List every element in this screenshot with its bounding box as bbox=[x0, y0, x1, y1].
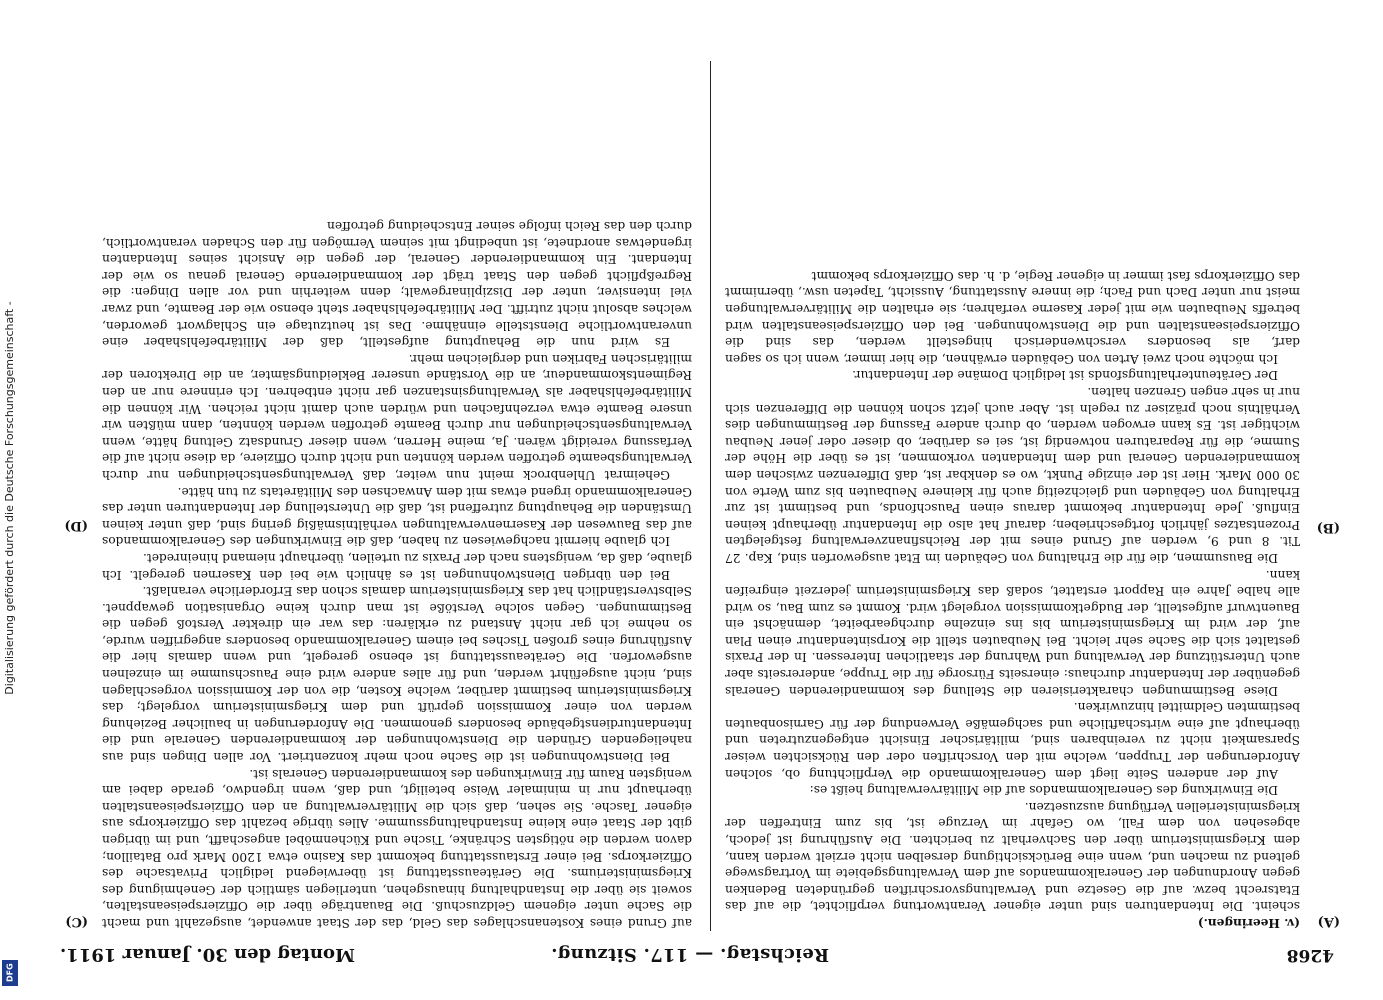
running-title: Reichstag. — 117. Sitzung. bbox=[550, 944, 830, 965]
paragraph: Geheimrat Uhlenbrock meint nun weiter, daß Verwaltungsentscheidungen nur durch Verwaltungsbeamte getroffen werden könnten und nicht durch Offiziere, da diese nicht auf die Verfassung vereidigt wären. Ja, meine Herren, wenn dieser Grundsatz Geltung hätte, wenn Verwaltungsentscheidungen nur durch Beamte getroffen werden könnten, dann müßten wir unsere Beamte etwa verzehnfachen und würden auch damit nicht reichen. Wir können die Militärbefehlshaber als Verwaltungsinstanzen gar nicht entbehren. Ich erinnere nur an den Regimentskommandeur, an die Vorstände unserer Bekleidungsämter, an die Direktoren der militärischen Fabriken und dergleichen mehr. bbox=[102, 351, 692, 482]
paragraph: Der Geräteunterhaltungsfonds ist lediglich Domäne der Intendantur. bbox=[852, 368, 1278, 383]
paragraph: scheint. Die Intendanturen sind unter eigener Verantwortung verpflichtet, die auf das Etatsrecht bezw. auf die Gesetze und Verwaltungsvorschriften gegründeten Bedenken gegen Anordnungen der Generalkommandos auf dem Verwaltungsgebiete im Vortragswege geltend zu machen und, wenn eine Berücksichtigung derselben nicht erzielt werden kann, dem Kriegsministerium über den Sachverhalt zu berichten. Die Ausführung ist jedoch, abgesehen von dem Fall, wo Gefahr im Verzuge ist, bis zum Eintreffen der kriegsministeriellen Verfügung auszusetzen. bbox=[725, 799, 1300, 914]
dfg-watermark: Digitalisierung gefördert durch die Deutsche Forschungsgemeinschaft - bbox=[3, 301, 16, 695]
column-divider bbox=[710, 61, 711, 931]
paragraph: Die Einwirkung des Generalkommandos auf die Militärverwaltung heißt es: bbox=[809, 783, 1278, 798]
speaker-label: (v. Heeringen.) bbox=[1197, 916, 1300, 930]
paragraph: Ich möchte noch zwei Arten von Gebäuden erwähnen, die hier immer, wenn ich so sagen darf, als besonders verschwenderisch hingestellt werden, das sind die Offizierspeiseanstalten und die Dienstwohnungen. Bei den Offizierspeiseanstalten wird betreffs Neubauten wie mit jeder Kaserne verfahren; sie erhalten die Militärverwaltungen meist nur unter Dach und Fach; die innere Ausstattung, Aussicht, Tapeten usw., übernimmt das Offizierkorps fast immer in eigener Regie, d. h. das Offizierkorps bekommt bbox=[725, 268, 1300, 366]
paragraph: Bei Dienstwohnungen ist die Sache noch mehr konzentriert. Vor allen Dingen sind aus naheliegenden Gründen die Dienstwohnungen der kommandierenden Generale und die Intendanturdienstgebäude besonders genommen. Die Anforderungen in baulicher Beziehung werden von einer Kommission geprüft und dem Kriegsministerium vorgelegt; das Kriegsministerium bestimmt darüber, welche Kosten, die von der Kommission vorgeschlagen sind, nicht ausgeführt werden, und für alles andere wird eine Pauschsumme im einzelnen ausgeworfen. Die Geräteausstattung ist ebenso geregelt, und wenn damals hier die Ausführung eines großen Tisches bei einem Generalkommando besonders angegriffen wurde, so nehme ich gar nicht Anstand zu erklären: das war ein direkter Verstoß gegen die Bestimmungen. Gegen solche Verstöße ist man durch keine Organisation gewappnet. Selbstverständlich hat das Kriegsministerium damals schon das Erforderliche veranlaßt. bbox=[102, 584, 692, 765]
paragraph: Bei den übrigen Dienstwohnungen ist es ähnlich wie bei den Kasernen geregelt. Ich glaube, daß da, wenigstens nach der Praxis zu urteilen, überhaupt niemand hineinredet. bbox=[102, 550, 692, 582]
margin-letter-c: (C) bbox=[65, 914, 88, 929]
page-header bbox=[60, 939, 1340, 965]
paragraph: auf Grund eines Kostenanschlages das Geld, das der Staat anwendet, ausgezahlt und macht die Sache unter eigenem Geldzuschuß. Die Bauanträge über die Offizierspeiseanstalten, soweit sie über die Instandhaltung hinausgehen, unterliegen sämtlich der Genehmigung des Kriegsministeriums. Die Geräteausstattung ist überwiegend lediglich Privatsache des Offizierkorps. Bei einer Erstausstattung bekommt das Kasino etwa 1200 Mark pro Bataillon; davon werden die nötigsten Schränke, Tische und Küchenmöbel angeschafft, und im übrigen gibt der Staat eine kleine Instandhaltungssumme. Alles übrige bezahlt das Offizierkorps aus eigener Tasche. Sie sehen, daß sich die Militärverwaltung an den Offizierspeiseanstalten überhaupt nur in minimaler Weise beteiligt, und daß, wenn irgendwo, gerade dabei am wenigsten Raum für Einwirkungen des kommandierenden Generals ist. bbox=[102, 766, 692, 930]
dfg-logo-icon: DFG bbox=[2, 960, 18, 986]
scanned-page bbox=[60, 60, 1340, 965]
page-number: 4268 bbox=[1286, 945, 1334, 965]
margin-letter-d: (D) bbox=[64, 518, 88, 533]
margin-letter-a: (A) bbox=[1317, 914, 1340, 929]
paragraph: Die Bausummen, die für die Erhaltung von Gebäuden im Etat ausgeworfen sind, Kap. 27 Tit. 8 und 9, werden auf Grund eines mit der Reichsfinanzverwaltung festgelegten Prozentsatzes jährlich fortgeschrieben; darauf hat also die Intendantur überhaupt keinen Einfluß. Jede Intendantur bekommt daraus einen Pauschfonds, und bestimmt ist zur Erhaltung von Gebäuden und gleichzeitig auch für kleinere Neubauten bis zum Werte von 30 000 Mark. Hier ist der einzige Punkt, wo es denkbar ist, daß Differenzen zwischen dem kommandierenden General und dem Intendanten vorkommen, ist es über die Höhe der Summe, die für Reparaturen notwendig ist, sei es darüber, ob dieser oder jener Neubau wichtiger ist. Es kann erwogen werden, ob durch andere Fassung der Bestimmungen dies Verhältnis noch präziser zu regeln ist. Aber auch jetzt schon können die Differenzen sich nur in sehr engen Grenzen halten. bbox=[725, 385, 1300, 565]
session-date: Montag den 30. Januar 1911. bbox=[60, 944, 355, 965]
paragraph: Diese Bestimmungen charakterisieren die Stellung des kommandierenden Generals gegenüber der Intendantur durchaus: einerseits Fürsorge für die Truppe, andererseits aber auch Unterstützung der Verwaltung und Wahrung der staatlichen Interessen. In der Praxis gestaltet sich die Sache sehr leicht. Bei Neubauten stellt die Korpsintendantur einen Plan auf, der wird im Kriegsministerium bis ins einzelne durchgearbeitet, demnächst ein Bauentwurf aufgestellt, der Budgetkommission vorgelegt wird. Kommt es zum Bau, so wird alle halbe Jahre ein Rapport erstattet, sodaß das Kriegsministerium jederzeit eingreifen kann. bbox=[725, 567, 1300, 698]
paragraph: Ich glaube hiermit nachgewiesen zu haben, daß die Einwirkungen des Generalkommandos auf das Bauwesen der Kasernenverwaltungen verhältnismäßig gering sind, daß unter keinen Umständen die Behauptung zutreffend ist, daß die Unterstellung der Intendanturen unter das Generalkommando irgend etwas mit dem Anwachsen des Militäretats zu tun hätte. bbox=[102, 484, 692, 549]
watermark-strip bbox=[0, 0, 22, 1000]
paragraph: Auf der anderen Seite liegt dem Generalkommando die Verpflichtung ob, solchen Anforderungen der Truppen, welche mit den Vorschriften oder den Rücksichten weiser Sparsamkeit nicht zu vereinbaren sind, militärischer Einsicht entgegenzutreten und überhaupt auf eine wirtschaftliche und sachgemäße Verwendung der für Garnisonbauten bestimmten Geldmittel hinzuwirken. bbox=[725, 700, 1300, 781]
paragraph: Es wird nun die Behauptung aufgestellt, daß der Militärbefehlshaber eine unverantwortliche Dienststelle einnähme. Das ist heutzutage ein Schlagwort geworden, welches absolut nicht zutrifft. Der Militärbefehlshaber steht ebenso wie der Beamte, und zwar viel intensiver, unter der Disziplinargewalt; denn weiterhin und vor allen Dingen: die Regreßpflicht gegen den Staat trägt der kommandierende General genau so wie der Intendant. Ein kommandierender General, der gegen die Ansicht seines Intendanten irgendetwas anordnete, ist unbedingt mit seinem Vermögen für den Schaden verantwortlich, durch den das Reich infolge seiner Entscheidung getroffen bbox=[102, 219, 692, 350]
text-column-right bbox=[102, 61, 692, 931]
margin-letter-b: (B) bbox=[1316, 520, 1340, 535]
text-column-left bbox=[725, 61, 1300, 931]
